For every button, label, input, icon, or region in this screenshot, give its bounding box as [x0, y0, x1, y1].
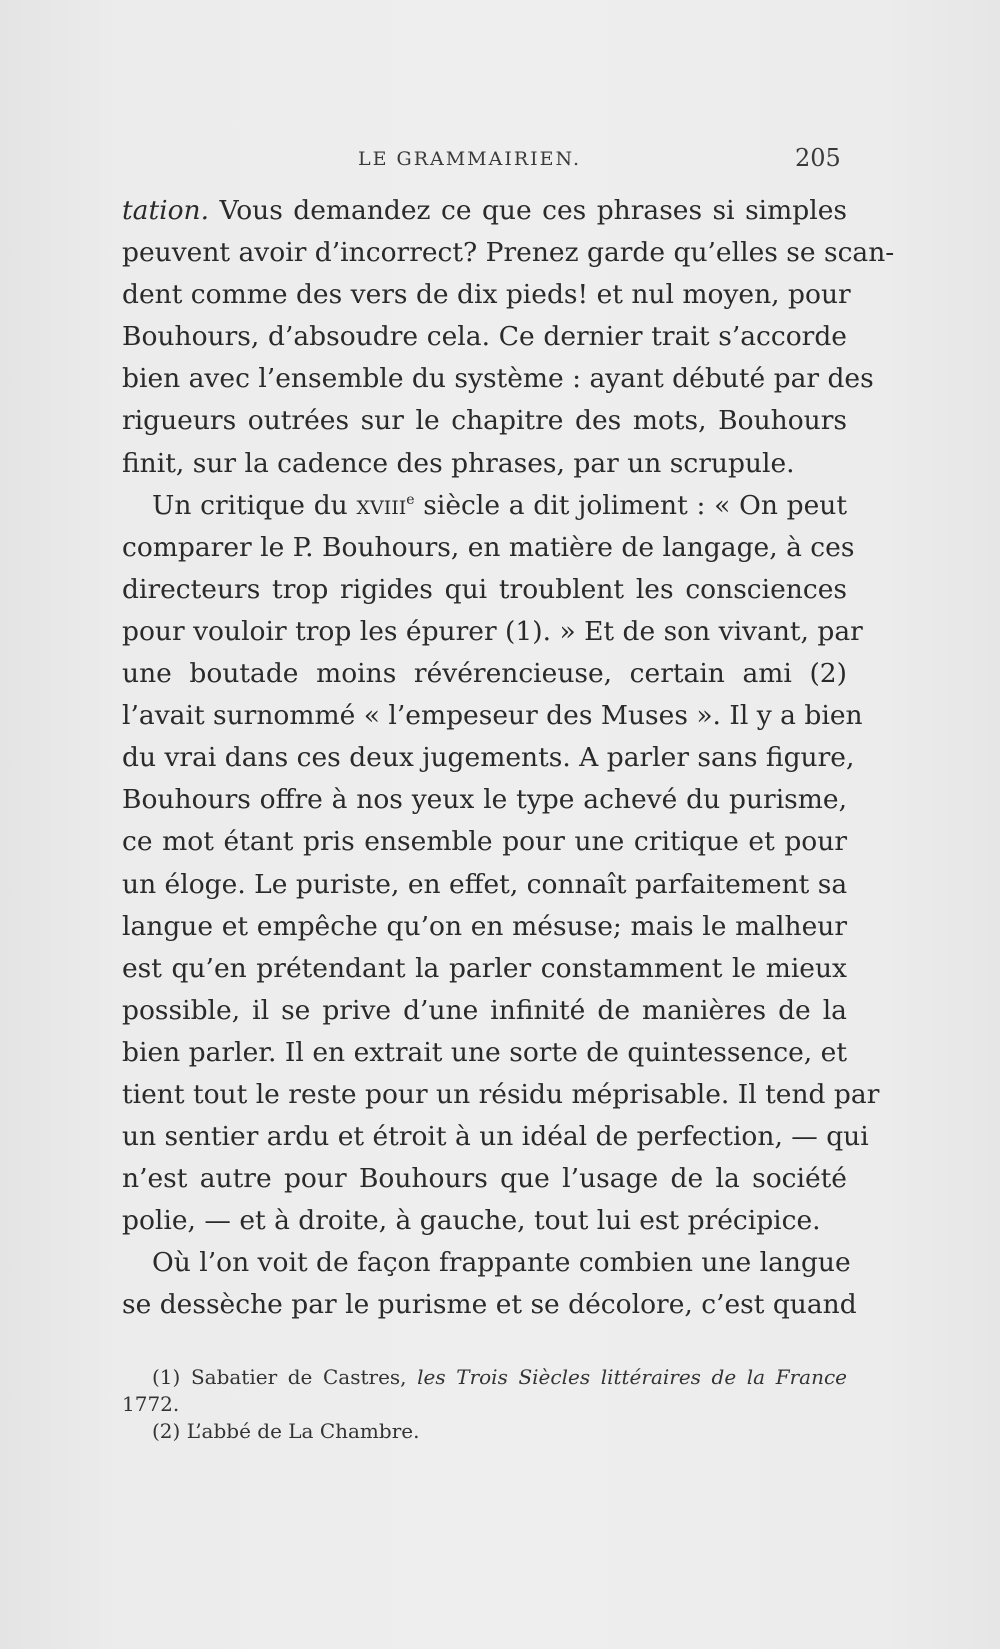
body-text: [122, 190, 895, 1327]
text-line: est qu’en prétendant la parler constamment le mieux: [122, 952, 847, 984]
text-line: possible, il se prive d’une infinité de manières de la: [122, 994, 847, 1026]
text-line: pour vouloir trop les épurer (1). » Et de son vivant, par: [122, 615, 863, 647]
italic-word: tation.: [122, 195, 210, 226]
text-line: rigueurs outrées sur le chapitre des mots, Bouhours: [122, 405, 847, 437]
footnote-mark: (2): [152, 1419, 181, 1443]
footnote-1: [122, 1364, 847, 1391]
line-text: Vous demandez ce que ces phrases si simples: [209, 195, 847, 226]
running-head: LE GRAMMAIRIEN.: [358, 148, 581, 170]
footnote-title: les Trois Siècles littéraires de la France: [417, 1365, 847, 1389]
footnote-text: Sabatier de Castres,: [180, 1365, 418, 1389]
footnote-text: L’abbé de La Chambre.: [180, 1419, 420, 1443]
text-line: n’est autre pour Bouhours que l’usage de la société: [122, 1163, 847, 1195]
footnotes: [122, 1364, 847, 1445]
text-line: comparer le P. Bouhours, en matière de langage, à ces: [122, 531, 855, 563]
text-line: [122, 190, 847, 232]
paragraph-start-line: Où l’on voit de façon frappante combien une langue: [152, 1247, 851, 1279]
text-line: dent comme des vers de dix pieds! et nul moyen, pour: [122, 279, 851, 311]
footnote-2: [122, 1418, 847, 1445]
text-line: bien avec l’ensemble du système : ayant débuté par des: [122, 363, 874, 395]
page-number: 205: [795, 144, 841, 172]
text-line: l’avait surnommé « l’empeseur des Muses ». Il y a bien: [122, 700, 863, 732]
text-line: un éloge. Le puriste, en effet, connaît parfaitement sa: [122, 868, 848, 900]
text-line: Bouhours, d’absoudre cela. Ce dernier trait s’accorde: [122, 321, 847, 353]
text-line: du vrai dans ces deux jugements. A parler sans figure,: [122, 742, 855, 774]
text-line: un sentier ardu et étroit à un idéal de perfection, — qui: [122, 1121, 869, 1153]
text-line: directeurs trop rigides qui troublent les consciences: [122, 573, 847, 605]
text-line: se dessèche par le purisme et se décolore, c’est quand: [122, 1289, 857, 1321]
text-line: ce mot étant pris ensemble pour une critique et pour: [122, 826, 847, 858]
paragraph-start-line: [122, 485, 847, 527]
text-line: Bouhours offre à nos yeux le type achevé du purisme,: [122, 784, 847, 816]
text-line: tient tout le reste pour un résidu méprisable. Il tend par: [122, 1078, 880, 1110]
footnote-mark: (1): [152, 1365, 181, 1389]
superscript: e: [406, 491, 415, 508]
text-line: peuvent avoir d’incorrect? Prenez garde qu’elles se scan-: [122, 237, 895, 269]
text-line: finit, sur la cadence des phrases, par un scrupule.: [122, 447, 795, 479]
line-text: siècle a dit joliment : « On peut: [414, 489, 847, 521]
century-numeral: xviii: [356, 489, 407, 521]
footnote-1-continued: 1772.: [122, 1392, 180, 1416]
text-line: polie, — et à droite, à gauche, tout lui est précipice.: [122, 1205, 821, 1237]
text-line: bien parler. Il en extrait une sorte de quintessence, et: [122, 1036, 847, 1068]
line-text: Un critique du: [152, 489, 357, 521]
text-line: langue et empêche qu’on en mésuse; mais le malheur: [122, 910, 847, 942]
text-line: une boutade moins révérencieuse, certain ami (2): [122, 658, 847, 690]
